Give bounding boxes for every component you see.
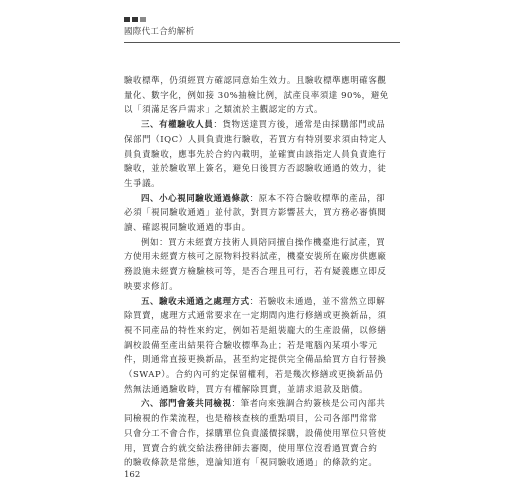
text-line <box>124 412 400 427</box>
text-line <box>124 295 400 310</box>
text-line <box>124 118 400 133</box>
line-text: ：若驗收未通過，並不當然立即解 <box>249 296 386 307</box>
header-square-mark <box>140 17 146 22</box>
line-text: 生爭議。 <box>124 178 161 189</box>
line-text: ：貨物送達買方後，通常是由採購部門或品 <box>213 120 386 131</box>
line-text: 讀、確認視同驗收通過的事由。 <box>124 223 251 234</box>
header-square-mark <box>124 17 130 22</box>
book-title: 國際代工合約解析 <box>124 27 195 37</box>
text-line <box>124 383 400 398</box>
section-heading: 五、驗收未通過之處理方式 <box>141 296 250 307</box>
line-text: 調校設備至產出結果符合驗收標準為止；若是電腦內某項小零元 <box>124 340 378 351</box>
line-text: 保部門（IQC）人員負責進行驗收，若買方有特別要求須由特定人 <box>124 134 387 145</box>
paragraph <box>124 236 400 295</box>
header-rule <box>124 42 400 43</box>
section-heading: 四、小心視同驗收通過條款 <box>141 193 250 204</box>
line-text: 除買賣，處理方式通常要求在一定期間內進行修繕或更換新品，須 <box>124 311 387 322</box>
page-number: 162 <box>124 470 141 480</box>
text-line <box>124 221 400 236</box>
text-line <box>124 74 400 89</box>
line-text: 員負責驗收，應事先於合約內載明，並確實由該指定人員負責進行 <box>124 149 387 160</box>
line-text: 然無法通過驗收時，買方有權解除買賣，並請求退款及賠償。 <box>124 384 369 395</box>
paragraph <box>124 295 400 398</box>
line-text: ：原本不符合驗收標準的產品，卻 <box>249 193 386 204</box>
line-text: 方使用未經賣方核可之原物料投料試產，機臺安裝所在廠房供應廠 <box>124 252 387 263</box>
page-body <box>124 74 400 471</box>
paragraph <box>124 397 400 471</box>
text-line <box>124 103 400 118</box>
line-text: 只會分工不會合作，採購單位負責議價採購，設備使用單位只管使 <box>124 428 387 439</box>
section-heading: 三、有權驗收人員 <box>141 120 214 131</box>
text-line <box>124 206 400 221</box>
line-text: 映要求修訂。 <box>124 281 179 292</box>
text-line <box>124 133 400 148</box>
text-line <box>124 192 400 207</box>
section-heading: 六、部門會簽共同檢視 <box>141 399 232 410</box>
text-line <box>124 427 400 442</box>
line-text: 用，買賣合約就交給法務律師去審閱，使用單位沒看過買賣合約 <box>124 443 378 454</box>
line-text: 驗收標準，仍須經買方確認同意始生效力。且驗收標準應明確客觀 <box>124 76 387 86</box>
text-line <box>124 324 400 339</box>
text-line <box>124 397 400 412</box>
line-text: 件，則通常直接更換新品，甚至約定提供完全備品給買方自行替換 <box>124 355 387 366</box>
text-line <box>124 280 400 295</box>
text-line <box>124 368 400 383</box>
text-line <box>124 236 400 251</box>
line-text: 量化、數字化，例如接 30%抽檢比例，試產良率須達 90%，避免 <box>124 90 389 101</box>
text-line <box>124 177 400 192</box>
text-line <box>124 162 400 177</box>
paragraph <box>124 74 400 118</box>
line-text: 必須「視同驗收通過」並付款，對買方影響甚大，買方務必審慎閱 <box>124 208 387 219</box>
text-line <box>124 339 400 354</box>
line-text: 的驗收條款是常態，遑論知道有「視同驗收通過」的條款約定。 <box>124 458 378 469</box>
header-square-mark <box>132 17 138 22</box>
paragraph <box>124 118 400 192</box>
line-text: （SWAP）。合約內可約定保留權利，若是幾次修繕或更換新品仍 <box>124 370 384 381</box>
text-line <box>124 148 400 163</box>
line-text: 例如：買方未經賣方技術人員陪同擅自操作機臺進行試產，買 <box>141 237 386 248</box>
header-decoration-marks <box>124 16 194 22</box>
text-line <box>124 353 400 368</box>
text-line <box>124 89 400 104</box>
running-header <box>124 16 194 37</box>
paragraph <box>124 192 400 236</box>
text-line <box>124 456 400 471</box>
text-line <box>124 265 400 280</box>
line-text: ：筆者向來強調合約簽核是公司內部共 <box>231 399 386 410</box>
text-line <box>124 442 400 457</box>
line-text: 以「須滿足客戶需求」之類流於主觀認定的方式。 <box>124 105 324 116</box>
line-text: 視不同產品的特性來約定，例如若是組裝龐大的生產設備，以修繕 <box>124 325 387 336</box>
line-text: 同檢視的作業流程，也是稽核查核的重點項目，公司各部門常常 <box>124 414 378 425</box>
line-text: 務設施未經賣方檢驗核可等，是否合理且可行，若有疑義應立即反 <box>124 267 387 278</box>
line-text: 驗收，並於驗收單上簽名，避免日後買方否認驗收通過的效力，徒 <box>124 164 387 175</box>
text-line <box>124 250 400 265</box>
text-line <box>124 309 400 324</box>
